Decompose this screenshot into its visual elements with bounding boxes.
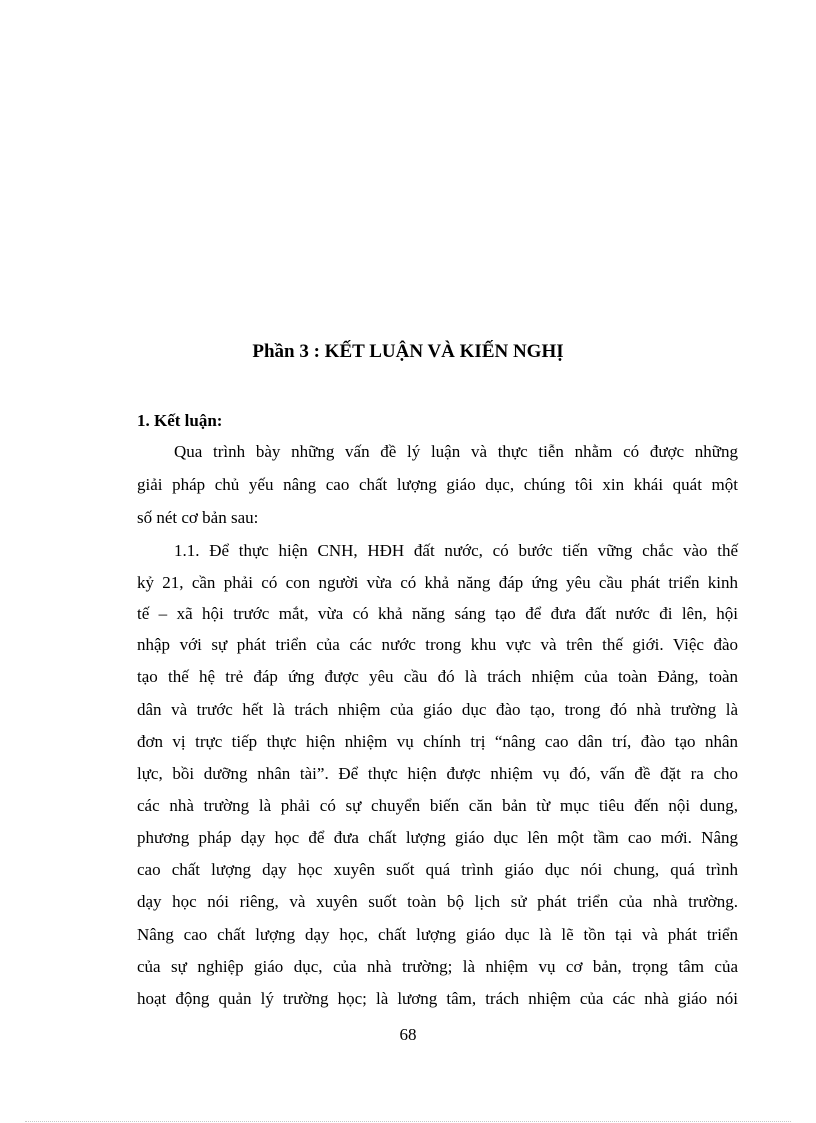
page-title: Phần 3 : KẾT LUẬN VÀ KIẾN NGHỊ bbox=[252, 341, 564, 362]
paragraph-line: các nhà trường là phải có sự chuyển biến căn bản từ mục tiêu đến nội dung, bbox=[137, 796, 738, 815]
paragraph-line: tạo thế hệ trẻ đáp ứng được yêu cầu đó là trách nhiệm của toàn Đảng, toàn bbox=[137, 667, 738, 686]
paragraph-line: số nét cơ bản sau: bbox=[137, 508, 259, 527]
paragraph-line: đơn vị trực tiếp thực hiện nhiệm vụ chính trị “nâng cao dân trí, đào tạo nhân bbox=[137, 732, 738, 751]
paragraph-line: 1.1. Để thực hiện CNH, HĐH đất nước, có bước tiến vững chắc vào thế bbox=[174, 541, 738, 560]
paragraph-line: cao chất lượng dạy học xuyên suốt quá trình giáo dục nói chung, quá trình bbox=[137, 860, 738, 879]
paragraph-line: Nâng cao chất lượng dạy học, chất lượng giáo dục là lẽ tồn tại và phát triển bbox=[137, 925, 738, 944]
paragraph-line: hoạt động quản lý trường học; là lương tâm, trách nhiệm của các nhà giáo nói bbox=[137, 989, 738, 1008]
paragraph-line: dân và trước hết là trách nhiệm của giáo dục đào tạo, trong đó nhà trường là bbox=[137, 700, 738, 719]
section-heading: 1. Kết luận: bbox=[137, 411, 223, 430]
paragraph-line: Qua trình bày những vấn đề lý luận và thực tiễn nhằm có được những bbox=[174, 442, 738, 461]
paragraph-line: tế – xã hội trước mắt, vừa có khả năng sáng tạo để đưa đất nước đi lên, hội bbox=[137, 604, 738, 623]
paragraph-line: giải pháp chủ yếu nâng cao chất lượng giáo dục, chúng tôi xin khái quát một bbox=[137, 475, 738, 494]
paragraph-line: lực, bồi dưỡng nhân tài”. Để thực hiện được nhiệm vụ đó, vấn đề đặt ra cho bbox=[137, 764, 738, 783]
paragraph-line: nhập với sự phát triển của các nước trong khu vực và trên thế giới. Việc đào bbox=[137, 635, 738, 654]
page-bottom-divider bbox=[25, 1121, 791, 1122]
paragraph-line: phương pháp dạy học để đưa chất lượng giáo dục lên một tầm cao mới. Nâng bbox=[137, 828, 738, 847]
page-number: 68 bbox=[399, 1025, 417, 1044]
paragraph-line: dạy học nói riêng, và xuyên suốt toàn bộ lịch sử phát triển của nhà trường. bbox=[137, 892, 738, 911]
paragraph-line: của sự nghiệp giáo dục, của nhà trường; là nhiệm vụ cơ bản, trọng tâm của bbox=[137, 957, 738, 976]
paragraph-line: kỷ 21, cần phải có con người vừa có khả năng đáp ứng yêu cầu phát triển kinh bbox=[137, 573, 738, 592]
